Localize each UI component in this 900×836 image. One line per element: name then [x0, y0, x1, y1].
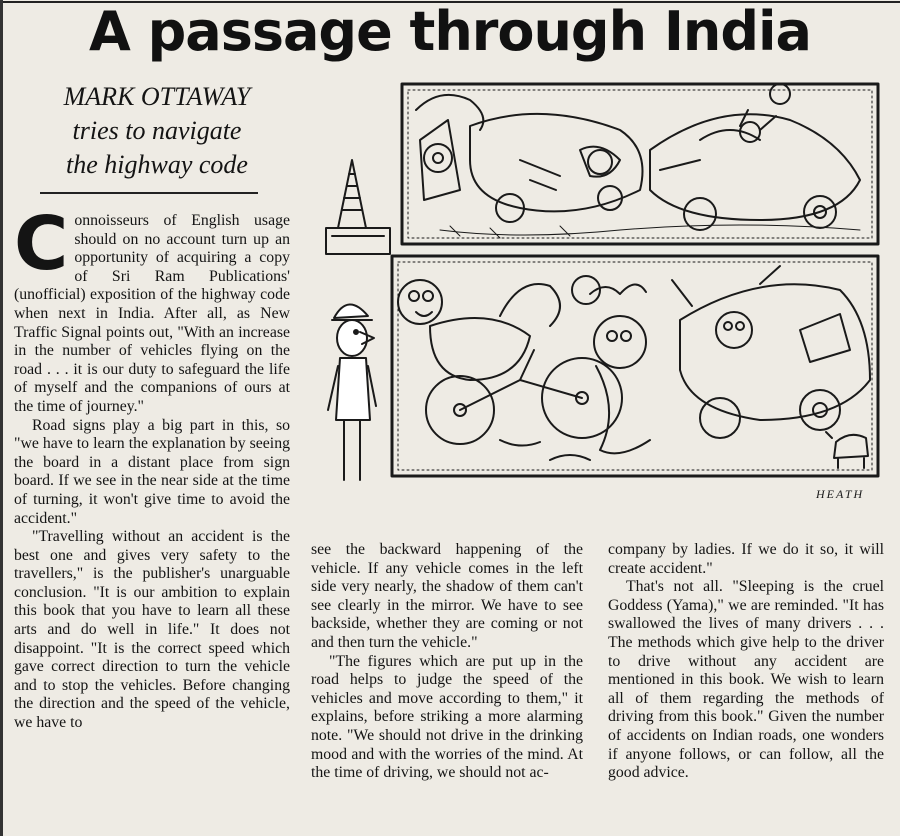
article-column-2 [311, 541, 583, 833]
article-column-3 [608, 541, 884, 833]
article-column-1 [14, 201, 290, 832]
byline-line-3: the highway code [66, 150, 248, 179]
byline-line-2: tries to navigate [72, 116, 242, 145]
traffic-cartoon-illustration [320, 80, 882, 504]
column-1-paragraph-1 [14, 201, 290, 417]
column-1-paragraph-1-text: onnoisseurs of English usage should on no account turn up an opportunity of acquiring a copy of Sri Ram Publications' (unofficial) exposition of the highway code when next in India. After all, as New Traffic Signal points out, "With an increase in the number of vehicles flying on the road . . . it is our duty to safeguard the life of myself and the companions of ours at the time of journey." [14, 212, 290, 415]
chaos-scene-lower [398, 266, 872, 476]
column-2-paragraph-2: "The figures which are put up in the road helps to judge the speed of the vehicles and move according to them," it explains, before striking a more alarming note. "We should not drive in the drinking mood and with the worries of the mind. At the time of driving, we should not ac- [311, 652, 583, 782]
column-1-paragraph-3: "Travelling without an accident is the best one and gives very safety to the travellers," is the publisher's unarguable conclusion. "It is our ambition to explain this book that you have to learn all these arts and do well in life." It does not disappoint. "It is the correct speed which gave correct direction to turn the vehicle and to stop the vehicles. Before changing the direction and the speed of the vehicle, we have to [14, 528, 290, 732]
left-border [0, 0, 3, 836]
column-1-paragraph-2: Road signs play a big part in this, so "we have to learn the explanation by seeing the board in a distant place from sign board. If we see in the near side at the time of turning, it won't give time to avoid the accident." [14, 416, 290, 527]
byline-author: MARK OTTAWAY [63, 82, 251, 111]
column-3-paragraph-1: company by ladies. If we do it so, it will create accident." [608, 541, 884, 577]
byline-rule [40, 192, 258, 194]
illustrator-signature: HEATH [816, 487, 865, 501]
column-2-paragraph-1: see the backward happening of the vehicle. If any vehicle comes in the left side very nearly, the shadow of them can't see clearly in the mirror. We have to see backside, whether they are coming or not and then turn the vehicle." [311, 541, 583, 651]
column-3-paragraph-2: That's not all. "Sleeping is the cruel Goddess (Yama)," we are reminded. "It has swallowed the lives of many drivers . . . The methods which give help to the driver to drive without any accident are mentioned in this book. We wish to learn all of them regarding the methods of driving from this book." Given the number of accidents on Indian roads, one wonders if anyone follows, or can follow, all the good advice. [608, 578, 884, 782]
drop-cap-letter: C [14, 201, 69, 287]
headline: A passage through India [89, 0, 811, 63]
traffic-policeman-drawing [328, 304, 376, 480]
byline [12, 80, 302, 182]
crashing-cars-upper [416, 84, 860, 238]
temple-spire-drawing [326, 160, 390, 254]
